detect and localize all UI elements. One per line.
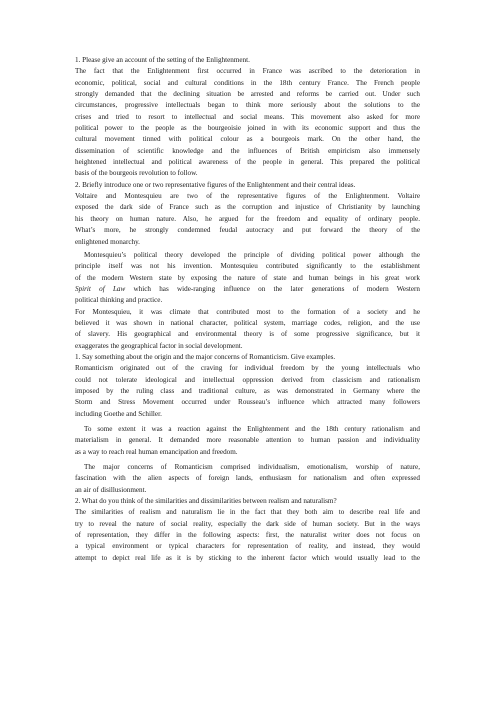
paragraph-line: including Goethe and Schiller. (75, 409, 162, 418)
paragraph-line: try to reveal the nature of social reality, especially the dark side of human society. But in the ways (75, 519, 420, 528)
paragraph-line: To some extent it was a reaction against the Enlightenment and the 18th century rationalism and (84, 425, 420, 433)
paragraph-line: crises and tried to resort to intellectual and social means. This movement also asked for more (75, 112, 420, 121)
paragraph-line: materialism in general. It demanded more reasonable attention to human passion and individuality (75, 436, 420, 445)
paragraph-line: circumstances, progressive intellectuals began to think more seriously about the solutions to the (75, 101, 420, 110)
paragraph-line: an air of disillusionment. (75, 485, 147, 494)
paragraph-line: economic, political, social and cultural conditions in the 18th century France. The French people (75, 78, 420, 87)
paragraph-line: Romanticism originated out of the craving for individual freedom by the young intellectuals who (75, 364, 420, 373)
paragraph-line: dissemination of scientific knowledge and the influences of British empiricism also immensely (75, 146, 420, 155)
paragraph-line: Montesquieu’s political theory developed the principle of dividing political power although the (84, 250, 420, 259)
paragraph-line: a typical environment or typical characters for representation of reality, and instead, they would (75, 542, 420, 551)
paragraph-line: strongly demanded that the declining situation be arrested and reforms be carried out. Under such (75, 90, 420, 99)
paragraph-line: basis of the bourgeois revolution to follow. (75, 169, 198, 178)
question-heading: 1. Say something about the origin and the major concerns of Romanticism. Give examples. (75, 352, 336, 361)
paragraph-line: The fact that the Enlightenment first occurred in France was ascribed to the deterioration in (75, 67, 420, 76)
paragraph-line: principle itself was not his invention. Montesquieu contributed significantly to the establishment (75, 262, 420, 271)
paragraph-line: of representation, they differ in the following aspects: first, the naturalist writer does not focus on (75, 531, 420, 540)
paragraph-line: heightened intellectual and political awareness of the people in general. This prepared the political (75, 158, 420, 167)
paragraph-line: What’s more, he strongly condemned feudal autocracy and put forward the theory of the (75, 226, 420, 235)
book-title: Spirit of Law (75, 284, 126, 293)
paragraph-line: For Montesquieu, it was climate that contributed most to the formation of a society and he (75, 307, 420, 316)
paragraph-line: exposed the dark side of France such as the corruption and injustice of Christianity by launching (75, 203, 420, 212)
paragraph-line: The major concerns of Romanticism comprised individualism, emotionalism, worship of nature, (84, 463, 420, 472)
paragraph-line: imposed by the ruling class and traditional culture, as was demonstrated in Germany where the (75, 386, 420, 395)
paragraph-line: his theory on human nature. Also, he argued for the freedom and equality of ordinary people. (75, 214, 420, 223)
paragraph-line: fascination with the alien aspects of foreign lands, enthusiasm for nationalism and often expressed (75, 474, 420, 483)
question-heading: 1. Please give an account of the setting of the Enlightenment. (75, 56, 250, 64)
paragraph-line: The similarities of realism and naturalism lie in the fact that they both aim to describe real life and (75, 508, 420, 517)
paragraph-line: exaggerates the geographical factor in social development. (75, 341, 243, 350)
paragraph-line: could not tolerate ideological and intellectual oppression derived from classicism and rationalism (75, 375, 420, 384)
question-heading: 2. Briefly introduce one or two representative figures of the Enlightenment and their central ideas. (75, 180, 356, 189)
paragraph-line: Storm and Stress Movement occurred under Rousseau’s influence which attracted many followers (75, 398, 420, 407)
question-heading: 2. What do you think of the similarities and dissimilarities between realism and naturalism? (75, 497, 337, 506)
paragraph-line: cultural movement tinned with political colour as a bourgeois mark. On the other hand, the (75, 135, 420, 144)
paragraph-line: enlightened monarchy. (75, 237, 140, 246)
paragraph-line-text: which has wide-ranging influence on the later generations of modern Western (125, 284, 420, 293)
paragraph-line: political thinking and practice. (75, 296, 163, 305)
paragraph-line (75, 284, 420, 295)
paragraph-line: as a way to reach real human emancipation and freedom. (75, 447, 238, 456)
paragraph-line: Voltaire and Montesquieu are two of the representative figures of the Enlightenment. Voltaire (75, 192, 420, 201)
paragraph-line: of the modern Western state by exposing the nature of state and human beings in his great work (75, 273, 420, 282)
paragraph-line: attempt to depict real life as it is by sticking to the inherent factor which would usually lead to the (75, 553, 420, 562)
document-page (75, 55, 420, 564)
paragraph-line: of slavery. His geographical and environmental theory is of some progressive significance, but it (75, 330, 420, 339)
paragraph-line: political power to the people as the bourgeoisie joined in with its economic support and thus the (75, 124, 420, 133)
paragraph-line: believed it was shown in national character, political system, marriage codes, religion, and the use (75, 318, 420, 327)
